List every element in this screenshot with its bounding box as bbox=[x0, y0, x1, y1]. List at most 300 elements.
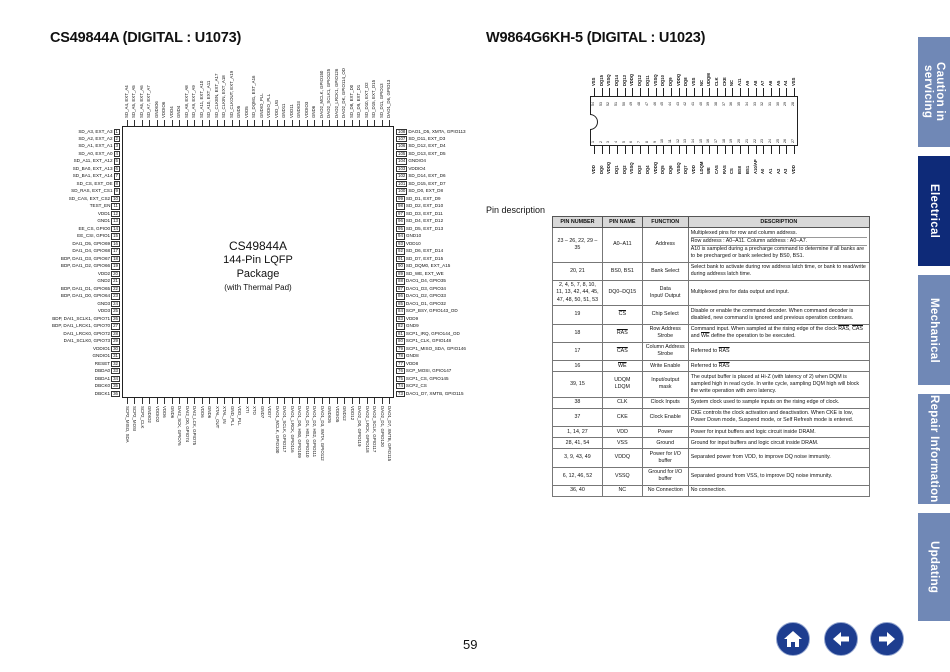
lqfp-pin-left bbox=[77, 233, 121, 239]
lqfp-pin-bottom-lead bbox=[179, 398, 180, 404]
lqfp-pin-top-lead bbox=[187, 120, 188, 126]
pin-number: 35 bbox=[113, 383, 118, 388]
pin-name: GND2 bbox=[97, 278, 111, 284]
cell-pin-name: VDD bbox=[602, 427, 642, 438]
cell-pin-number: 2, 4, 5, 7, 8, 10, 11, 13, 42, 44, 45, 47, 48, 50, 51, 53 bbox=[553, 280, 603, 305]
pin-name: DAO1_D3, GPIO34 bbox=[405, 285, 446, 291]
tsop-pin-bottom-label: BS0 bbox=[737, 165, 743, 174]
pin-name: VDD1 bbox=[97, 210, 111, 216]
desc-text: and bbox=[690, 333, 701, 340]
lqfp-pin-top-label: SD_D10, EXT_D2 bbox=[363, 82, 369, 118]
tsop-pin-bottom-number: 10 bbox=[660, 139, 665, 143]
tsop-pin-top-number: 45 bbox=[660, 102, 665, 106]
tsop-pin-top-label: NC bbox=[698, 79, 704, 86]
tsop-pin-top-number: 43 bbox=[675, 102, 680, 106]
lqfp-pin-top-label: GNDIO_PLL bbox=[258, 93, 264, 118]
tsop-pin-bottom-lead bbox=[786, 146, 787, 154]
tab-electrical[interactable] bbox=[918, 156, 950, 266]
tsop-pin-bottom-label: A10/AP bbox=[752, 159, 758, 174]
pin-number: 12 bbox=[113, 210, 118, 216]
cell-pin-number: 3, 9, 43, 49 bbox=[553, 449, 603, 467]
lqfp-pin-top-label: VDD11 bbox=[288, 104, 294, 118]
pin-name: SD_D12, EXT_D4 bbox=[408, 143, 446, 149]
lqfp-pin-left bbox=[72, 241, 121, 247]
tsop-pin-top-label: DQ9 bbox=[667, 77, 673, 86]
pin-name: SD_A2, EXT_A2 bbox=[78, 135, 113, 141]
lqfp-pin-top-lead bbox=[299, 120, 300, 126]
lqfp-pin-right bbox=[395, 391, 464, 397]
desc-text: Referred to bbox=[690, 362, 719, 369]
tsop-pin-top-label: A7 bbox=[760, 80, 766, 86]
pin-number: 87 bbox=[398, 285, 403, 291]
lqfp-pin-bottom-label: DAO1_LRCK, GPIO116 bbox=[289, 406, 295, 453]
tsop-pin-bottom-label: DQ5 bbox=[660, 165, 666, 174]
lqfp-pin-top-label: SD_CLKIN, EXT_A18 bbox=[221, 75, 227, 118]
lqfp-pin-bottom-lead bbox=[134, 398, 135, 404]
tsop-pin-bottom-label: DQ4 bbox=[644, 165, 650, 174]
lqfp-pin-bottom-label: VDD6 bbox=[162, 406, 168, 418]
pin-number: 10 bbox=[113, 195, 118, 201]
lqfp-pin-left bbox=[95, 391, 121, 397]
cell-pin-number: 17 bbox=[553, 342, 603, 360]
lqfp-pin-right bbox=[395, 241, 421, 247]
pin-number: 82 bbox=[398, 323, 403, 329]
lqfp-pin-right bbox=[395, 151, 446, 157]
tsop-pin-bottom-number: 21 bbox=[744, 139, 749, 143]
table-row bbox=[553, 408, 870, 426]
lqfp-pin-top-label: VDD4 bbox=[168, 106, 174, 118]
pin-name: BDP, DAI1_D1, GPIO65 bbox=[60, 285, 111, 291]
pin-number: 81 bbox=[398, 330, 403, 336]
tsop-pin-top-number: 37 bbox=[721, 102, 726, 106]
tsop-pin-bottom-number: 12 bbox=[675, 139, 680, 143]
lqfp-pin-bottom-lead bbox=[247, 398, 248, 404]
tsop-pin-bottom-lead bbox=[725, 146, 726, 154]
tsop-pin-top-label: DQ14 bbox=[614, 75, 620, 86]
lqfp-pin-bottom-label: XTAL_OUT bbox=[214, 406, 220, 429]
tsop-pin-top-label: VDDQ bbox=[675, 73, 681, 86]
lqfp-pin-bottom-lead bbox=[157, 398, 158, 404]
pin-number: 74 bbox=[398, 383, 403, 388]
pin-number: 95 bbox=[398, 225, 403, 231]
lqfp-pin-right bbox=[395, 181, 446, 187]
pin-number: 8 bbox=[115, 180, 118, 186]
pin-name: DBDA0 bbox=[94, 368, 111, 374]
tsop-pin-bottom-number: 20 bbox=[737, 139, 742, 143]
pin-name: SD_A0, EXT_A0 bbox=[78, 150, 113, 156]
pin-name: SCP1_IRQ, GPIO144_OD bbox=[405, 330, 460, 336]
lqfp-pin-top-label: SD_A4, EXT_A4 bbox=[124, 85, 129, 118]
home-button[interactable] bbox=[776, 622, 810, 656]
tsop-pin-top-label: A6 bbox=[767, 80, 773, 86]
pin-number: 100 bbox=[398, 188, 406, 194]
pin-number: 89 bbox=[398, 270, 403, 276]
pin-name: VDD3 bbox=[97, 308, 111, 314]
lqfp-pin-top-label: SD_A6, EXT_A6 bbox=[138, 85, 144, 118]
pin-name: DAO1_D7, XMTB, GPIO115 bbox=[405, 390, 464, 396]
chip-thermal-pad-label: (with Thermal Pad) bbox=[224, 283, 292, 292]
arrow-left-icon bbox=[830, 629, 852, 649]
tab-mechanical[interactable] bbox=[918, 275, 950, 385]
tsop-pin-top-label: VSSQ bbox=[652, 74, 658, 86]
table-row bbox=[553, 372, 870, 397]
tsop-pin-top-lead bbox=[663, 88, 664, 96]
lqfp-pin-bottom-label: GND7 bbox=[259, 406, 265, 419]
lqfp-pin-top-label: SD_A10, EXT_A11 bbox=[206, 80, 212, 118]
tsop-pin-bottom-number: 17 bbox=[714, 139, 719, 143]
tab-repair-information[interactable] bbox=[918, 394, 950, 504]
cell-pin-name bbox=[602, 324, 642, 342]
pin-name: DAI1_LRCK0, GPIO72 bbox=[63, 330, 111, 336]
lqfp-pin-left bbox=[97, 301, 121, 307]
cell-function: Input/output mask bbox=[642, 372, 688, 397]
lqfp-pin-right bbox=[395, 136, 445, 142]
pin-number: 19 bbox=[113, 263, 118, 269]
pin-name: DAO1_D4, GPIO35 bbox=[405, 278, 446, 284]
tab-label: Updating bbox=[928, 540, 941, 594]
cell-pin-number: 16 bbox=[553, 361, 603, 372]
lqfp-pin-top-lead bbox=[329, 120, 330, 126]
lqfp-pin-top-lead bbox=[277, 120, 278, 126]
tsop-pin-top-label: A5 bbox=[775, 80, 781, 86]
pin-name: VDD2 bbox=[97, 270, 111, 276]
tsop-pin-bottom-lead bbox=[686, 146, 687, 154]
lqfp-pin-top-label: SD_A7, EXT_A7 bbox=[146, 85, 152, 118]
cell-pin-name: DQ0–DQ15 bbox=[602, 280, 642, 305]
lqfp-pin-bottom-lead bbox=[284, 398, 285, 404]
tsop-pin-top-lead bbox=[679, 88, 680, 96]
lqfp-pin-bottom-label: SCP2_CLK bbox=[139, 406, 145, 429]
tsop-pin-bottom-label: VDD bbox=[791, 165, 796, 174]
tsop-pin-bottom-number: 19 bbox=[729, 139, 734, 143]
lqfp-pin-top-label: DAO2_SCLK1, GPIO125 bbox=[326, 68, 332, 118]
cell-pin-name: A0–A11 bbox=[602, 228, 642, 263]
table-header-row bbox=[553, 217, 870, 228]
lqfp-pin-left bbox=[61, 293, 121, 299]
cell-function: Bank Select bbox=[642, 262, 688, 280]
pin-name: VDDIO1 bbox=[93, 345, 111, 351]
pin-number: 86 bbox=[398, 293, 403, 299]
pin-number: 2 bbox=[115, 135, 118, 141]
tab-label: Mechanical bbox=[928, 297, 941, 363]
lqfp-pin-right bbox=[395, 226, 443, 232]
cell-pin-number: 19 bbox=[553, 306, 603, 324]
tsop-pin-top-lead bbox=[732, 88, 733, 96]
tsop-pin-bottom-label: CS bbox=[729, 168, 735, 174]
tsop-pin-top-lead bbox=[748, 88, 749, 96]
lqfp-pin-right bbox=[395, 286, 446, 292]
tsop-pin-bottom-lead bbox=[671, 146, 672, 154]
lqfp-pin-right bbox=[395, 173, 446, 179]
lqfp-pin-left bbox=[97, 278, 121, 284]
lqfp-pin-top-label: SD_A9, EXT_A9 bbox=[191, 85, 197, 118]
lqfp-pin-bottom-label: DAO1_D1, HS1, GPIO110 bbox=[304, 406, 310, 458]
tsop-pin-bottom-number: 7 bbox=[637, 141, 642, 143]
pin-number: 91 bbox=[398, 255, 403, 261]
cell-pin-number: 6, 12, 46, 52 bbox=[553, 467, 603, 485]
lqfp-pin-bottom-label: DAO2_D0, GPIO119 bbox=[357, 406, 363, 447]
pin-name-line: LDQM bbox=[614, 384, 630, 391]
lqfp-pin-top-lead bbox=[382, 120, 383, 126]
pin-description-table bbox=[552, 216, 870, 497]
tsop-pin-top-number: 36 bbox=[729, 102, 734, 106]
lqfp-pin-bottom-label: DAO1_D7, XMTB, GPIO115 bbox=[387, 406, 392, 462]
lqfp-pin-top-lead bbox=[389, 120, 390, 126]
table-row bbox=[553, 306, 870, 324]
pin-number: 101 bbox=[398, 180, 406, 186]
pin-name-line: UDQM bbox=[614, 377, 631, 384]
pin-name: BDP, DAI1_D2, GPIO66 bbox=[60, 263, 111, 269]
cell-description: System clock used to sample inputs on the rising edge of clock. bbox=[688, 397, 869, 408]
pin-name: VDDIO4 bbox=[408, 165, 426, 171]
lqfp-pin-top-lead bbox=[292, 120, 293, 126]
lqfp-pin-bottom-lead bbox=[209, 398, 210, 404]
tsop-pin-bottom-lead bbox=[709, 146, 710, 154]
lqfp-pin-top-label: GND11 bbox=[281, 103, 287, 118]
lqfp-pin-bottom-label: DAO1_SCLK, GPIO117 bbox=[282, 406, 288, 453]
lqfp-pin-top-lead bbox=[157, 120, 158, 126]
pin-number: 102 bbox=[398, 173, 406, 179]
tsop-pin-top-label: DQ15 bbox=[598, 75, 604, 86]
tab-updating[interactable] bbox=[918, 513, 950, 621]
table-row bbox=[553, 361, 870, 372]
pin-name: DAI1_D5, GPIO69 bbox=[72, 240, 111, 246]
lqfp-pin-bottom-lead bbox=[337, 398, 338, 404]
tsop-pin-bottom-number: 8 bbox=[644, 141, 649, 143]
pin-name: DAO1_D5, XMTA, GPIO113 bbox=[408, 128, 466, 134]
pin-name: BDP, DAI1_D3, GPIO67 bbox=[60, 255, 111, 261]
cell-pin-name bbox=[602, 372, 642, 397]
lqfp-pin-top-lead bbox=[314, 120, 315, 126]
tsop-pin-top-lead bbox=[686, 88, 687, 96]
tsop-pin-bottom-number: 13 bbox=[683, 139, 688, 143]
lqfp-pin-bottom-lead bbox=[194, 398, 195, 404]
pin-number: 36 bbox=[113, 390, 118, 396]
pin-name: RESET bbox=[94, 360, 111, 366]
cell-function: No Connection bbox=[642, 485, 688, 496]
pin-name: SD_RAS, EXT_CS1 bbox=[71, 188, 113, 194]
lqfp-pin-bottom-label: DAO2_LRCK, GPIO118 bbox=[364, 406, 370, 453]
lqfp-pin-bottom-lead bbox=[382, 398, 383, 404]
tsop-pin-top-lead bbox=[779, 88, 780, 96]
lqfp-pin-bottom-lead bbox=[239, 398, 240, 404]
lqfp-pin-left bbox=[98, 211, 121, 217]
lqfp-pin-top-lead bbox=[209, 120, 210, 126]
func-line: Data bbox=[659, 285, 671, 292]
lqfp-pin-top-lead bbox=[239, 120, 240, 126]
tsop-pin-bottom-lead bbox=[594, 146, 595, 154]
pin-name-overlined: $\overline{RAS}$ bbox=[616, 329, 628, 336]
lqfp-pin-right bbox=[395, 211, 443, 217]
tsop-pin-top-label: VSS bbox=[691, 77, 696, 86]
pin-name: DBCK1 bbox=[94, 390, 111, 396]
lqfp-pin-bottom-label: XTO bbox=[252, 406, 258, 415]
lqfp-pin-right bbox=[395, 143, 446, 149]
lqfp-pin-left bbox=[61, 286, 121, 292]
cell-pin-name bbox=[602, 361, 642, 372]
cell-function: Chip Select bbox=[642, 306, 688, 324]
pin-name: SD_A3, EXT_A3 bbox=[78, 128, 113, 134]
lqfp-pin-bottom-label: GND_PLL bbox=[229, 406, 235, 427]
lqfp-pin-bottom-lead bbox=[269, 398, 270, 404]
pin-name: SCP1_CLK, GPIO148 bbox=[405, 338, 452, 344]
cell-function: Clock Inputs bbox=[642, 397, 688, 408]
lqfp-pin-top-label: SD_CLKOUT, EXT_A19 bbox=[228, 70, 234, 118]
previous-page-button[interactable] bbox=[824, 622, 858, 656]
pin-name: DBDA1 bbox=[94, 375, 111, 381]
lqfp-pin-right bbox=[395, 293, 446, 299]
tsop-pin-top-lead bbox=[786, 88, 787, 96]
pin-name-overlined: $\overline{CS}$ bbox=[618, 311, 626, 318]
pin-name: VDD10 bbox=[405, 240, 421, 246]
pin-number: 105 bbox=[398, 150, 406, 156]
pin-name: GNDIO4 bbox=[408, 158, 426, 164]
cell-description: Separated power from VDD, to improve DQ noise immunity. bbox=[688, 449, 869, 467]
lqfp-pin-left bbox=[93, 346, 121, 352]
lqfp-pin-left bbox=[61, 263, 121, 269]
cell-function bbox=[642, 280, 688, 305]
lqfp-pin-top-lead bbox=[254, 120, 255, 126]
tsop-pin-bottom-lead bbox=[732, 146, 733, 154]
pin-number: 106 bbox=[398, 143, 406, 149]
tsop-pin-top-label: DQ13 bbox=[621, 75, 627, 86]
desc-ras: $\overline{RAS}$ bbox=[838, 326, 850, 333]
pin-number: 31 bbox=[113, 353, 118, 359]
cell-function: Ground for I/O buffer bbox=[642, 467, 688, 485]
lqfp-pin-left bbox=[71, 188, 121, 194]
tsop-pin-bottom-number: 15 bbox=[698, 139, 703, 143]
home-icon bbox=[782, 629, 804, 649]
lqfp-pin-bottom-label: VDD6 bbox=[199, 406, 205, 418]
lqfp-pin-top-label: DAO2_LRCK1, GPIO126 bbox=[333, 68, 339, 118]
lqfp-pin-bottom-lead bbox=[292, 398, 293, 404]
lqfp-pin-bottom-lead bbox=[149, 398, 150, 404]
pin-name: SD_D14, EXT_D6 bbox=[408, 173, 446, 179]
tsop-pin-bottom-number: 24 bbox=[767, 139, 772, 143]
pin-name: GND10 bbox=[405, 233, 422, 239]
tsop-pin-bottom-label: VDDQ bbox=[652, 161, 658, 174]
tsop-pin-top-number: 51 bbox=[614, 102, 619, 106]
tsop-pin-bottom-number: 25 bbox=[775, 139, 780, 143]
lqfp-pin-top-label: SD_A8, EXT_A8 bbox=[183, 85, 189, 118]
lqfp-pin-top-lead bbox=[172, 120, 173, 126]
lqfp-pin-right bbox=[395, 368, 451, 374]
tsop-pin-bottom-lead bbox=[602, 146, 603, 154]
tsop-pin-bottom-label: VDD bbox=[591, 165, 596, 174]
cell-description: The output buffer is placed at Hi-Z (with latency of 2) when DQM is sampled high in read cycle. In write cycle, sampling DQM high will block the write operation with zero latency. bbox=[688, 372, 869, 397]
tsop-pin-top-label: DQ11 bbox=[644, 75, 650, 86]
lqfp-pin-right bbox=[395, 338, 451, 344]
tsop-pin-top-label: VSS bbox=[591, 77, 596, 86]
lqfp-pin-right bbox=[395, 196, 441, 202]
next-page-button[interactable] bbox=[870, 622, 904, 656]
pin-number: 28 bbox=[113, 330, 118, 336]
tsop-notch bbox=[590, 114, 598, 130]
pin-number: 20 bbox=[113, 270, 118, 276]
tsop-pin-top-number: 33 bbox=[752, 102, 757, 106]
header-description: DESCRIPTION bbox=[688, 217, 869, 228]
pin-name: GND9 bbox=[405, 323, 419, 329]
lqfp-pin-right bbox=[395, 233, 421, 239]
tsop-pin-top-lead bbox=[632, 88, 633, 96]
lqfp-144-diagram bbox=[50, 70, 470, 460]
pin-number: 83 bbox=[398, 315, 403, 321]
pin-number: 3 bbox=[115, 143, 118, 149]
lqfp-pin-top-label: SD_D15, EXT_D15 bbox=[371, 79, 377, 118]
pin-number: 16 bbox=[113, 240, 118, 246]
tsop-pin-top-number: 54 bbox=[591, 102, 595, 106]
pin-number: 21 bbox=[113, 278, 118, 284]
tsop-pin-top-lead bbox=[771, 88, 772, 96]
tsop-pin-bottom-number: 9 bbox=[652, 141, 657, 143]
pin-number: 97 bbox=[398, 210, 403, 216]
pin-name: BDP, DAI1_SCLK1, GPIO71 bbox=[52, 315, 111, 321]
pin-name: SD_BA0, EXT_A13 bbox=[72, 165, 113, 171]
cell-description: Disable or enable the command decoder. When command decoder is disabled, new command is ignored and previous operation continues. bbox=[688, 306, 869, 324]
lqfp-pin-bottom-lead bbox=[277, 398, 278, 404]
pin-name: GNDIO1 bbox=[92, 353, 111, 359]
lqfp-pin-right bbox=[395, 263, 450, 269]
cell-function: Write Enable bbox=[642, 361, 688, 372]
lqfp-pin-top-lead bbox=[359, 120, 360, 126]
cell-pin-name: NC bbox=[602, 485, 642, 496]
cell-description: No connection. bbox=[688, 485, 869, 496]
lqfp-pin-top-lead bbox=[127, 120, 128, 126]
table-row bbox=[553, 449, 870, 467]
cell-pin-number: 20, 21 bbox=[553, 262, 603, 280]
lqfp-pin-bottom-lead bbox=[389, 398, 390, 404]
lqfp-chip-body bbox=[122, 126, 394, 398]
cell-pin-number: 39, 15 bbox=[553, 372, 603, 397]
tsop-pin-bottom-lead bbox=[756, 146, 757, 154]
lqfp-pin-top-label: SD_D9, EXT_D1 bbox=[356, 84, 362, 118]
tsop-pin-top-lead bbox=[694, 88, 695, 96]
cell-description bbox=[688, 324, 869, 342]
tsop-pin-top-lead bbox=[656, 88, 657, 96]
lqfp-pin-bottom-label: GND12 bbox=[342, 406, 348, 421]
lqfp-pin-bottom-lead bbox=[127, 398, 128, 404]
tsop-pin-top-number: 47 bbox=[644, 102, 649, 106]
cell-pin-name: BS0, BS1 bbox=[602, 262, 642, 280]
lqfp-pin-right bbox=[395, 256, 443, 262]
tsop-pin-bottom-label: VDD bbox=[691, 165, 696, 174]
tsop-54-diagram bbox=[590, 60, 800, 200]
tsop-pin-top-lead bbox=[640, 88, 641, 96]
pin-number: 78 bbox=[398, 353, 403, 359]
lqfp-pin-right bbox=[395, 316, 418, 322]
cell-pin-number: 1, 14, 27 bbox=[553, 427, 603, 438]
pin-name: SD_A1, EXT_A1 bbox=[78, 143, 113, 149]
pin-name: SD_DQM0, EXT_A15 bbox=[405, 263, 451, 269]
lqfp-pin-left bbox=[97, 218, 121, 224]
tsop-pin-bottom-label: BS1 bbox=[744, 165, 750, 174]
pin-number: 103 bbox=[398, 165, 406, 171]
tsop-pin-top-number: 46 bbox=[652, 102, 657, 106]
tsop-pin-top-label: NC bbox=[729, 79, 735, 86]
lqfp-pin-bottom-lead bbox=[164, 398, 165, 404]
cell-description: Separated ground from VSS, to improve DQ noise immunity. bbox=[688, 467, 869, 485]
tsop-pin-bottom-label: DQ3 bbox=[637, 165, 643, 174]
lqfp-pin-top-lead bbox=[179, 120, 180, 126]
tsop-pin-bottom-label: VSSQ bbox=[629, 162, 635, 174]
pin-name: SD_D6, EXT_D14 bbox=[405, 248, 444, 254]
pin-number: 79 bbox=[398, 345, 403, 351]
table-row bbox=[553, 324, 870, 342]
tsop-pin-top-lead bbox=[709, 88, 710, 96]
desc-text: , bbox=[849, 326, 853, 333]
cell-pin-name: VSS bbox=[602, 438, 642, 449]
tab-caution-in-servicing[interactable] bbox=[918, 37, 950, 147]
